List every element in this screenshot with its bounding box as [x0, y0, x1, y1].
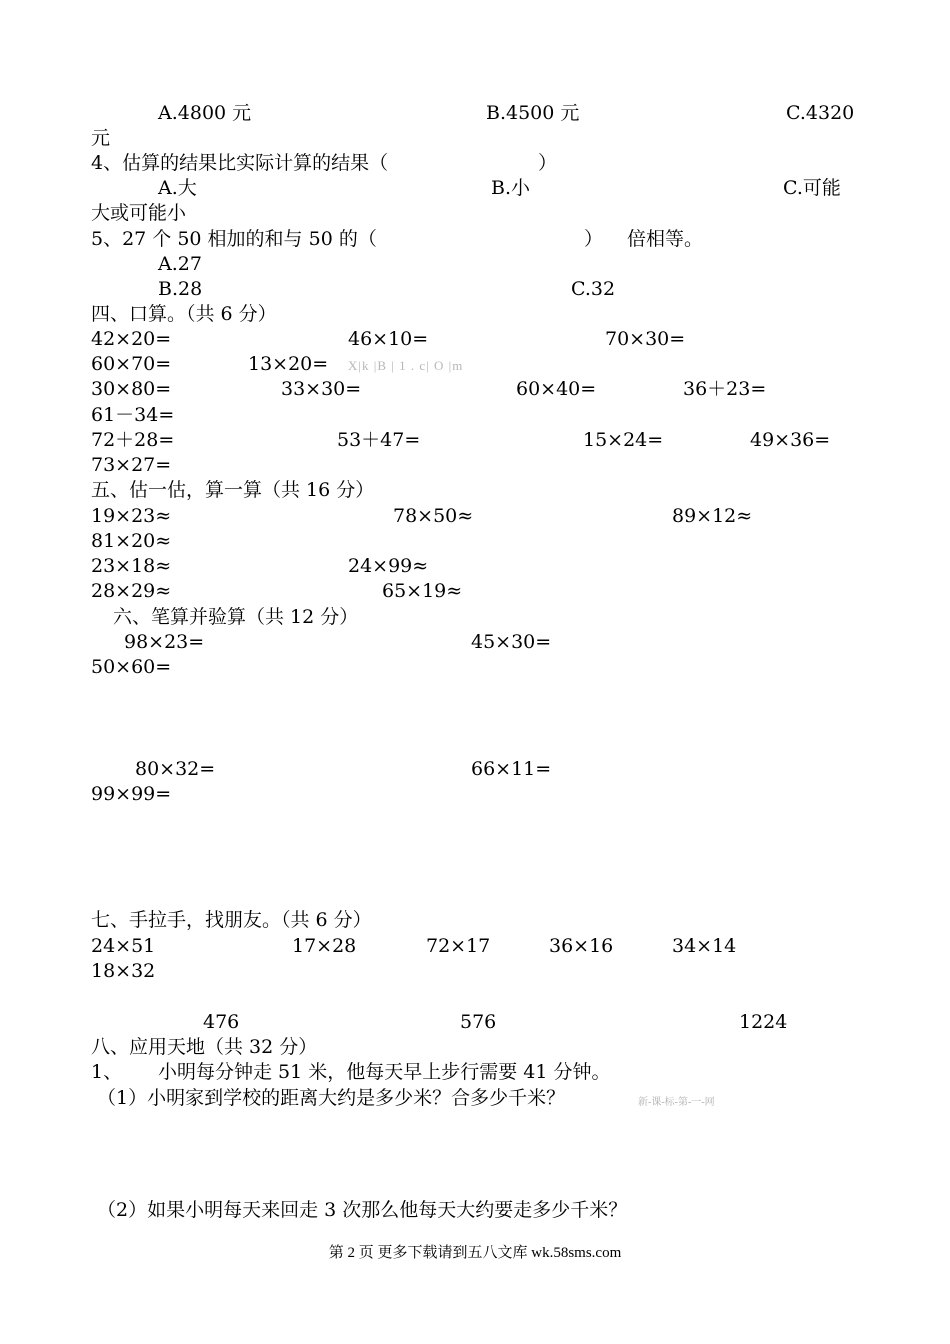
- section4-title: 四、口算。（共 6 分）: [91, 303, 277, 325]
- section6-title: 六、笔算并验算（共 12 分）: [113, 606, 359, 628]
- q4-option-c: C.可能: [783, 177, 841, 199]
- s4-item: 49×36=: [750, 429, 831, 451]
- q5-option-c: C.32: [571, 278, 616, 300]
- s8-q1-part1: （1）小明家到学校的距离大约是多少米？合多少千米？: [97, 1087, 566, 1109]
- s4-item: 42×20=: [91, 328, 172, 350]
- s4-item: 53＋47=: [337, 429, 421, 451]
- s5-item: 24×99≈: [348, 555, 429, 577]
- q4-option-a: A.大: [158, 177, 197, 199]
- page-footer: 第 2 页 更多下载请到五八文库 wk.58sms.com: [328, 1245, 622, 1261]
- s6-item: 45×30=: [471, 631, 552, 653]
- s7-item: 72×17: [426, 935, 491, 957]
- q3-option-b: B.4500 元: [486, 102, 580, 124]
- s4-item: 60×40=: [516, 378, 597, 400]
- q3-option-c-wrap: 元: [91, 127, 111, 149]
- s6-item: 98×23=: [124, 631, 205, 653]
- s4-item: 61－34=: [91, 404, 175, 426]
- s8-q1-part2: （2）如果小明每天来回走 3 次那么他每天大约要走多少千米？: [97, 1199, 628, 1221]
- s5-item: 23×18≈: [91, 555, 172, 577]
- section7-title: 七、手拉手，找朋友。（共 6 分）: [91, 909, 372, 931]
- q4-option-c-wrap: 大或可能小: [91, 202, 187, 224]
- q5-tail: 倍相等。: [627, 228, 704, 250]
- s7-answer: 476: [203, 1011, 240, 1033]
- s7-item: 24×51: [91, 935, 156, 957]
- s4-item: 46×10=: [348, 328, 429, 350]
- q3-option-c: C.4320: [786, 102, 855, 124]
- s7-item: 17×28: [292, 935, 357, 957]
- q4-option-b: B.小: [491, 177, 531, 199]
- s7-item: 36×16: [549, 935, 614, 957]
- s7-answer: 1224: [739, 1011, 788, 1033]
- s4-item: 30×80=: [91, 378, 172, 400]
- s6-item: 66×11=: [471, 758, 552, 780]
- s5-item: 28×29≈: [91, 580, 172, 602]
- q4-stem: 4、估算的结果比实际计算的结果（: [91, 152, 389, 174]
- section8-title: 八、应用天地（共 32 分）: [91, 1036, 318, 1058]
- s5-item: 65×19≈: [382, 580, 463, 602]
- s6-item: 80×32=: [135, 758, 216, 780]
- watermark-text-2: 新-课-标-第-一-网: [638, 1097, 715, 1108]
- s5-item: 81×20≈: [91, 530, 172, 552]
- q5-option-a: A.27: [158, 253, 202, 275]
- q5-option-b: B.28: [158, 278, 203, 300]
- watermark-text: X|k |B | 1 . c| O |m: [348, 358, 464, 373]
- s7-item: 34×14: [672, 935, 737, 957]
- s4-item: 15×24=: [583, 429, 664, 451]
- s7-item: 18×32: [91, 960, 156, 982]
- s4-item: 33×30=: [281, 378, 362, 400]
- s8-q1-number: 1、: [91, 1061, 123, 1083]
- s6-item: 50×60=: [91, 656, 172, 678]
- s4-item: 70×30=: [605, 328, 686, 350]
- s6-item: 99×99=: [91, 783, 172, 805]
- s4-item: 72＋28=: [91, 429, 175, 451]
- s4-item: 60×70=: [91, 353, 172, 375]
- q3-option-a: A.4800 元: [158, 102, 252, 124]
- s4-item: 73×27=: [91, 454, 172, 476]
- section5-title: 五、估一估，算一算（共 16 分）: [91, 479, 375, 501]
- q4-close-paren: ）: [538, 152, 558, 174]
- q5-close-paren: ）: [584, 228, 604, 250]
- s8-q1-text: 小明每分钟走 51 米，他每天早上步行需要 41 分钟。: [158, 1061, 611, 1083]
- s4-item: 13×20=: [248, 353, 329, 375]
- s5-item: 19×23≈: [91, 505, 172, 527]
- s7-answer: 576: [460, 1011, 497, 1033]
- s5-item: 78×50≈: [393, 505, 474, 527]
- q5-stem: 5、27 个 50 相加的和与 50 的（: [91, 228, 377, 250]
- s5-item: 89×12≈: [672, 505, 753, 527]
- s4-item: 36＋23=: [683, 378, 767, 400]
